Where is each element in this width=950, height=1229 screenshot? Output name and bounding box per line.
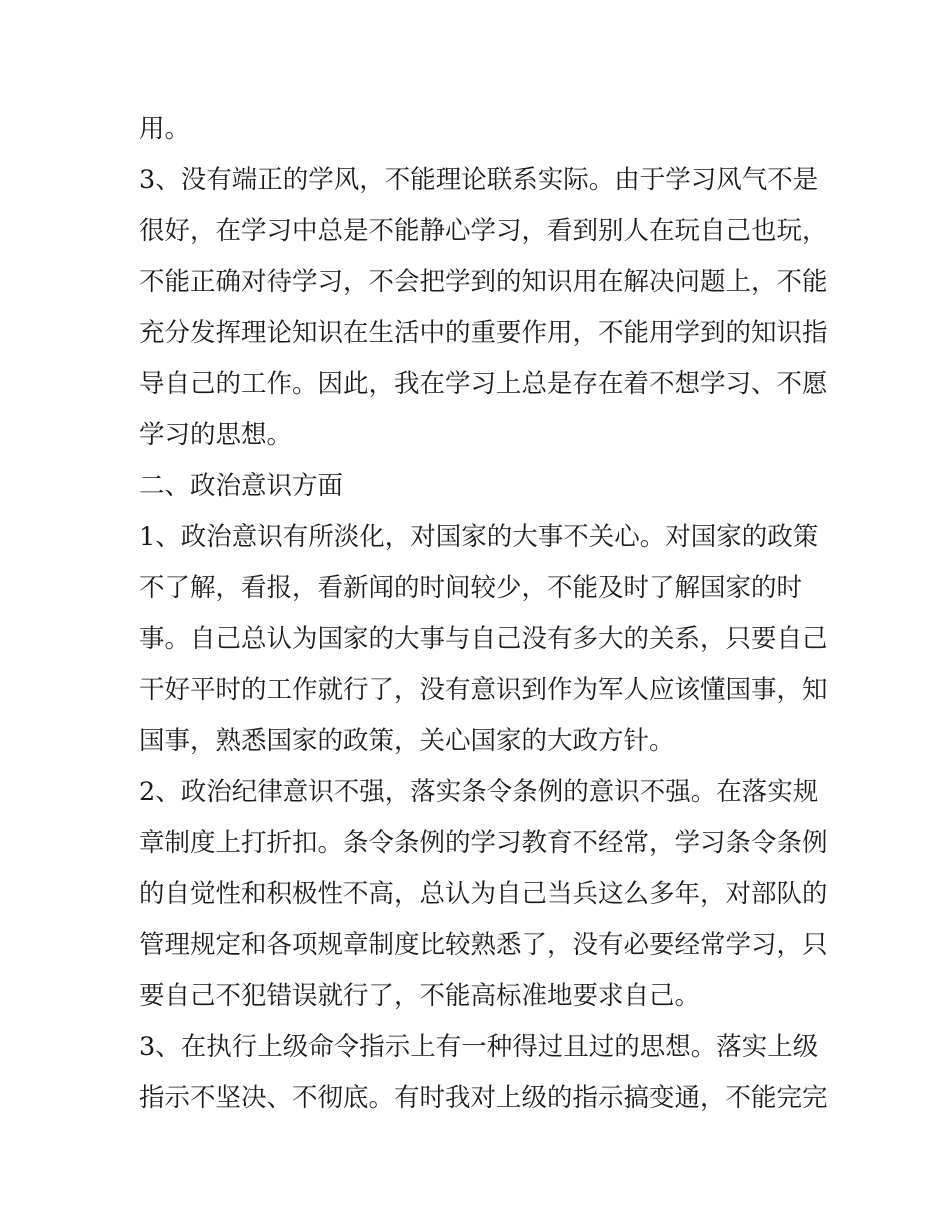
- text-line: 2、政治纪律意识不强，落实条令条例的意识不强。在落实规: [139, 777, 819, 807]
- text-line: 不能正确对待学习，不会把学到的知识用在解决问题上，不能: [139, 267, 828, 297]
- text-line: 1、政治意识有所淡化，对国家的大事不关心。对国家的政策: [139, 522, 819, 552]
- text-line: 指示不坚决、不彻底。有时我对上级的指示搞变通，不能完完: [139, 1083, 828, 1113]
- section-heading: 二、政治意识方面: [139, 471, 344, 501]
- text-line: 的自觉性和积极性不高，总认为自己当兵这么多年，对部队的: [139, 879, 828, 909]
- text-line: 很好，在学习中总是不能静心学习，看到别人在玩自己也玩，: [139, 216, 828, 246]
- text-line: 管理规定和各项规章制度比较熟悉了，没有必要经常学习，只: [139, 930, 828, 960]
- text-line: 导自己的工作。因此，我在学习上总是存在着不想学习、不愿: [139, 369, 828, 399]
- text-line: 干好平时的工作就行了，没有意识到作为军人应该懂国事，知: [139, 675, 828, 705]
- text-line: 充分发挥理论知识在生活中的重要作用，不能用学到的知识指: [139, 318, 828, 348]
- text-line: 学习的思想。: [139, 420, 293, 450]
- text-line: 章制度上打折扣。条令条例的学习教育不经常，学习条令条例: [139, 828, 828, 858]
- text-line: 国事，熟悉国家的政策，关心国家的大政方针。: [139, 726, 675, 756]
- text-line: 3、在执行上级命令指示上有一种得过且过的思想。落实上级: [139, 1032, 819, 1062]
- text-line: 要自己不犯错误就行了，不能高标准地要求自己。: [139, 981, 701, 1011]
- text-line: 3、没有端正的学风，不能理论联系实际。由于学习风气不是: [139, 165, 819, 195]
- text-line: 用。: [139, 114, 191, 144]
- text-line: 不了解，看报，看新闻的时间较少，不能及时了解国家的时: [139, 573, 803, 603]
- text-line: 事。自己总认为国家的大事与自己没有多大的关系，只要自己: [139, 624, 828, 654]
- document-body: [139, 104, 828, 1124]
